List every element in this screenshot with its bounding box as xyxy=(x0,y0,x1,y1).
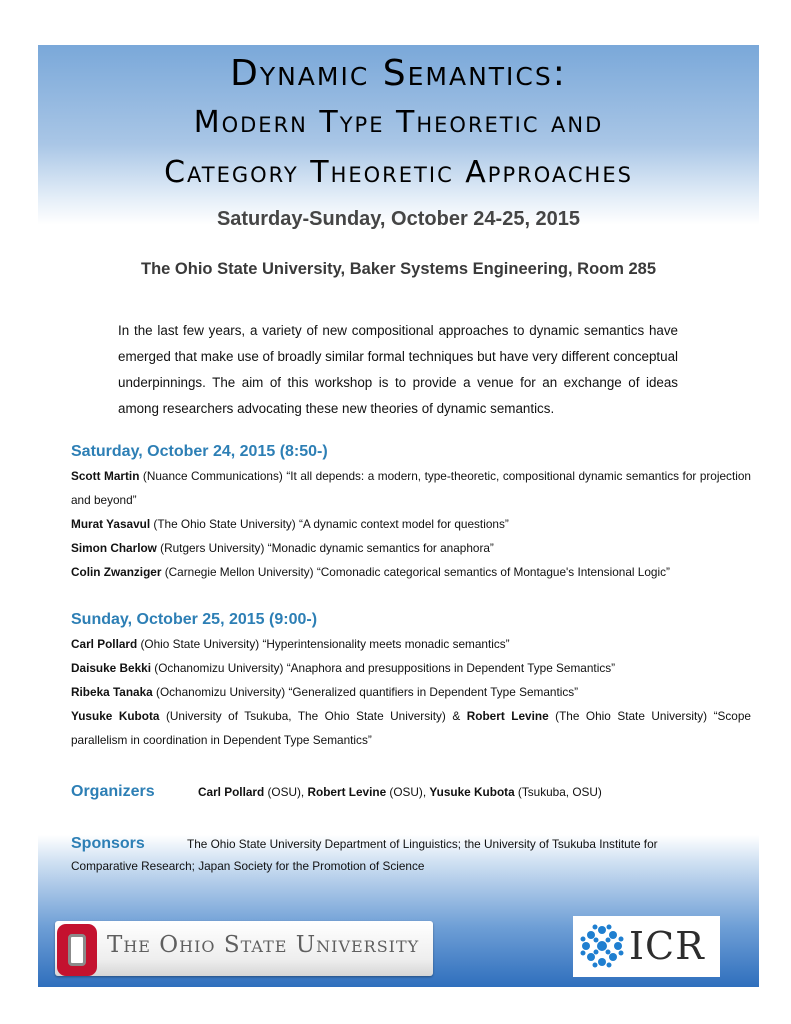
speaker-name: Simon Charlow xyxy=(71,541,157,555)
speaker-name: Scott Martin xyxy=(71,469,140,483)
organizers-row xyxy=(71,783,751,801)
speaker-affiliation: (Nuance Communications) xyxy=(139,469,287,483)
title-line-2: Modern Type Theoretic and xyxy=(193,105,604,140)
abstract: In the last few years, a variety of new compositional approaches to dynamic semantics have emerged that make use of broadly similar formal techniques but have very different conceptual underpinnings. The aim of this workshop is to provide a venue for an exchange of ideas among researchers advocating these new theories of dynamic semantics. xyxy=(118,323,678,416)
speaker-affiliation: (Ochanomizu University) xyxy=(151,661,287,675)
speaker-name: Colin Zwanziger xyxy=(71,565,162,579)
sponsors-block xyxy=(71,833,711,877)
title-line-3: Category Theoretic Approaches xyxy=(164,155,633,190)
talk-item xyxy=(71,560,751,584)
talk-title: “Scope parallelism in coordination in Dependent Type Semantics” xyxy=(71,709,751,747)
speaker-name: Carl Pollard xyxy=(71,637,138,651)
icr-flower-icon xyxy=(579,923,625,969)
speaker-name: Daisuke Bekki xyxy=(71,661,152,675)
speaker-affiliation: (Ochanomizu University) xyxy=(152,685,289,699)
osu-logo xyxy=(55,921,433,976)
talk-item xyxy=(71,680,751,704)
speaker-affiliation: (Carnegie Mellon University) xyxy=(161,565,317,579)
organizer-name: Carl Pollard xyxy=(198,785,265,799)
talk-item xyxy=(71,512,751,536)
event-dates: Saturday-Sunday, October 24-25, 2015 xyxy=(216,208,581,230)
speaker-affiliation: (The Ohio State University) xyxy=(150,517,299,531)
sunday-heading: Sunday, October 25, 2015 (9:00-) xyxy=(71,611,318,628)
event-venue: The Ohio State University, Baker Systems Engineering, Room 285 xyxy=(140,260,657,278)
speaker-name: Murat Yasavul xyxy=(71,517,151,531)
icr-wordmark: ICR xyxy=(629,924,705,968)
sunday-talks xyxy=(71,632,751,752)
icr-logo xyxy=(573,916,720,977)
organizer-name: Robert Levine xyxy=(307,785,387,799)
talk-title: “Anaphora and presuppositions in Dependent Type Semantics” xyxy=(286,661,616,675)
talk-item xyxy=(71,656,751,680)
talk-title: “It all depends: a modern, type-theoretic, compositional dynamic semantics for projection and beyond” xyxy=(71,469,751,507)
organizer-institution: (OSU), xyxy=(264,785,308,799)
speaker-name: Robert Levine xyxy=(466,709,549,723)
talk-item xyxy=(71,704,751,752)
speaker-name: Yusuke Kubota xyxy=(71,709,160,723)
title-line-1: Dynamic Semantics: xyxy=(230,53,567,94)
speaker-name: Ribeka Tanaka xyxy=(71,685,153,699)
talk-title: “Comonadic categorical semantics of Montague's Intensional Logic” xyxy=(316,565,670,579)
sponsors-text: The Ohio State University Department of Linguistics; the University of Tsukuba Institute for Comparative Research; Japan Society for the Promotion of Science xyxy=(71,837,658,873)
sponsors-label: Sponsors xyxy=(71,835,145,852)
talk-title: “Monadic dynamic semantics for anaphora” xyxy=(267,541,494,555)
workshop-poster xyxy=(38,45,759,987)
speaker-affiliation: (Ohio State University) xyxy=(137,637,263,651)
talk-title: “A dynamic context model for questions” xyxy=(298,517,509,531)
organizer-institution: (OSU), xyxy=(386,785,430,799)
talk-title: “Hyperintensionality meets monadic semantics” xyxy=(262,637,510,651)
speaker-affiliation: (Rutgers University) xyxy=(156,541,268,555)
organizers-list xyxy=(198,785,602,799)
talk-item xyxy=(71,632,751,656)
saturday-talks xyxy=(71,464,751,584)
organizer-institution: (Tsukuba, OSU) xyxy=(514,785,602,799)
talk-item xyxy=(71,464,751,512)
osu-wordmark: The Ohio State University xyxy=(107,932,420,958)
speaker-affiliation: (The Ohio State University) xyxy=(548,709,714,723)
speaker-affiliation: (University of Tsukuba, The Ohio State University) & xyxy=(159,709,467,723)
organizers-label: Organizers xyxy=(71,783,155,800)
organizer-name: Yusuke Kubota xyxy=(429,785,515,799)
talk-title: “Generalized quantifiers in Dependent Type Semantics” xyxy=(288,685,579,699)
saturday-heading: Saturday, October 24, 2015 (8:50-) xyxy=(71,443,328,460)
talk-item xyxy=(71,536,751,560)
osu-block-o-icon xyxy=(57,924,97,976)
